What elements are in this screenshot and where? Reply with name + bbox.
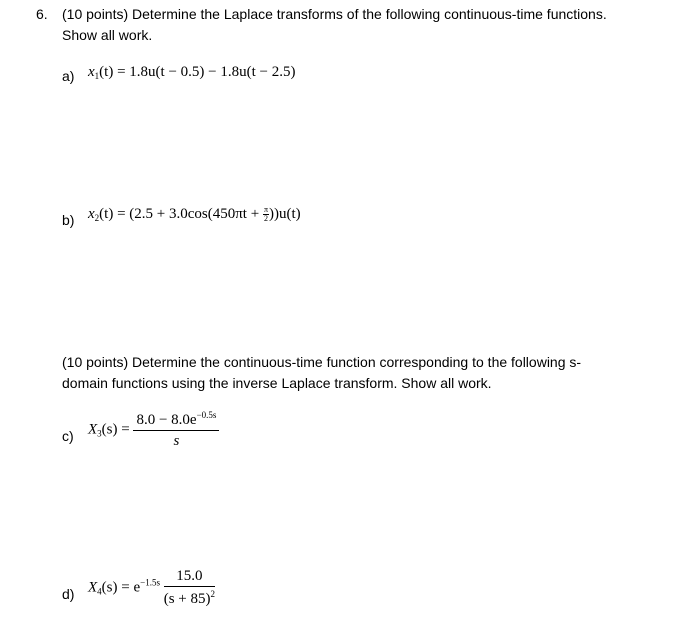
problem-number: 6. <box>36 6 48 22</box>
intro-line-1: (10 points) Determine the Laplace transforms of the following continuous-time functions. <box>62 6 607 22</box>
part-d-den-exp: 2 <box>210 589 215 599</box>
part-c-subscript: 3 <box>97 428 102 439</box>
part-a-equation <box>88 64 295 81</box>
section2-line-2: domain functions using the inverse Laplace transform. Show all work. <box>62 375 492 391</box>
part-b-rhs-end: ))u(t) <box>268 206 301 222</box>
intro-line-2: Show all work. <box>62 27 153 43</box>
part-c-numerator <box>133 410 219 431</box>
part-a-label: a) <box>62 68 75 84</box>
part-c-equation <box>88 410 219 450</box>
part-b-frac-den: 2 <box>263 214 268 224</box>
part-b-lhs: x <box>88 206 95 222</box>
section2-line-1: (10 points) Determine the continuous-time function corresponding to the following s- <box>62 354 582 370</box>
part-a-rhs: (t) = 1.8u(t − 0.5) − 1.8u(t − 2.5) <box>99 64 296 80</box>
part-c-label: c) <box>62 428 74 444</box>
part-b-equation <box>88 206 301 223</box>
part-c-fraction <box>133 410 219 450</box>
part-b-frac-num: π <box>263 205 268 215</box>
part-a-lhs: x <box>88 64 95 80</box>
part-d-subscript: 4 <box>97 586 102 597</box>
part-c-lhs: X <box>88 421 98 438</box>
part-a-subscript: 1 <box>94 71 100 81</box>
part-d-lhs: X <box>88 579 98 596</box>
part-b-subscript: 2 <box>94 213 100 223</box>
part-d-denominator <box>164 587 215 608</box>
part-c-eq: (s) = <box>101 421 130 438</box>
part-d-fraction <box>164 568 215 608</box>
part-c-num-exp: −0.5s <box>196 410 217 420</box>
part-d-label: d) <box>62 586 75 602</box>
part-d-numerator: 15.0 <box>164 568 215 587</box>
part-c-den: s <box>173 433 180 449</box>
part-b-rhs-start: (t) = (2.5 + 3.0cos(450πt + <box>99 206 263 222</box>
part-c-denominator <box>133 431 219 450</box>
part-c-num-main: 8.0 − 8.0e <box>136 412 197 428</box>
part-d-den-main: (s + 85) <box>163 591 211 607</box>
part-d-eq: (s) = e <box>101 579 141 596</box>
part-d-equation <box>88 568 215 608</box>
part-d-exp: −1.5s <box>140 577 160 588</box>
part-b-label: b) <box>62 212 75 228</box>
